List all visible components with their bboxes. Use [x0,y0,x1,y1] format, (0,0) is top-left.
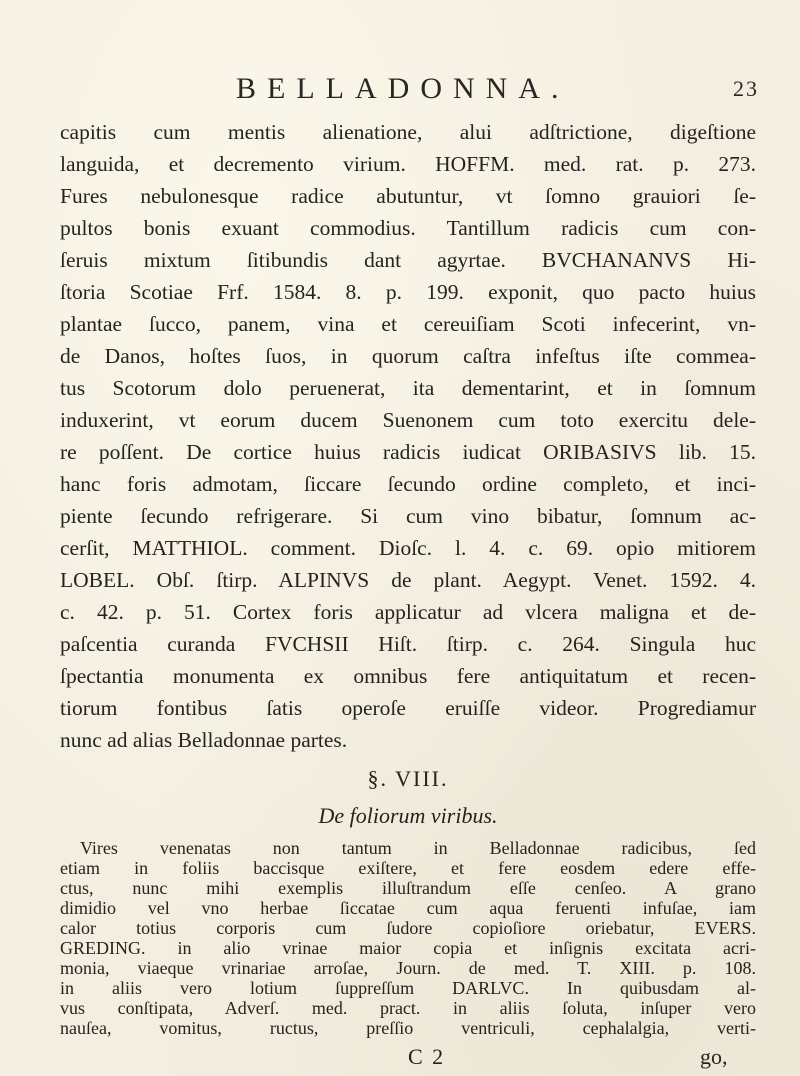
text-line: nauſea, vomitus, ructus, preſſio ventriculi, cephalalgia, verti- [60,1018,756,1038]
text-line: GREDING. in alio vrinae maior copia et inſignis excitata acri- [60,938,756,958]
text-line: ctus, nunc mihi exemplis illuſtrandum eſſe cenſeo. A grano [60,878,756,898]
running-title: BELLADONNA. [236,72,570,105]
text-line: dimidio vel vno herbae ſiccatae cum aqua feruenti infuſae, iam [60,898,756,918]
text-line: languida, et decremento virium. HOFFM. med. rat. p. 273. [60,152,756,176]
text-line: piente ſecundo refrigerare. Si cum vino bibatur, ſomnum ac- [60,504,756,528]
text-line: Fures nebulonesque radice abutuntur, vt ſomno grauiori ſe- [60,184,756,208]
text-line: nunc ad alias Belladonnae partes. [60,728,348,752]
text-line: in aliis vero lotium ſuppreſſum DARLVC. In quibusdam al- [60,978,756,998]
section-number: §. VIII. [367,766,449,791]
text-line: hanc foris admotam, ſiccare ſecundo ordine completo, et inci- [60,472,756,496]
text-line: tus Scotorum dolo peruenerat, ita dementarint, et in ſomnum [60,376,756,400]
text-line: paſcentia curanda FVCHSII Hiſt. ſtirp. c. 264. Singula huc [60,632,756,656]
text-line: Vires venenatas non tantum in Belladonnae radicibus, ſed [80,838,756,858]
section-title: De foliorum viribus. [318,803,498,828]
text-line: plantae ſucco, panem, vina et cereuiſiam Scoti infecerint, vn- [60,312,756,336]
catchword: go, [700,1044,728,1069]
text-line: ſtoria Scotiae Frf. 1584. 8. p. 199. exponit, quo pacto huius [60,280,756,304]
page-number: 23 [733,76,759,101]
signature-mark: C 2 [408,1044,446,1069]
text-line: ſeruis mixtum ſitibundis dant agyrtae. BVCHANANVS Hi- [60,248,756,272]
text-line: induxerint, vt eorum ducem Suenonem cum toto exercitu dele- [60,408,756,432]
text-line: cerſit, MATTHIOL. comment. Dioſc. l. 4. c. 69. opio mitiorem [60,536,756,560]
text-line: re poſſent. De cortice huius radicis iudicat ORIBASIVS lib. 15. [60,440,756,464]
text-line: LOBEL. Obſ. ſtirp. ALPINVS de plant. Aegypt. Venet. 1592. 4. [60,568,756,592]
text-line: de Danos, hoſtes ſuos, in quorum caſtra infeſtus iſte commea- [60,344,756,368]
text-line: etiam in foliis baccisque exiſtere, et fere eosdem edere effe- [60,858,756,878]
text-line: calor totius corporis cum ſudore copioſiore oriebatur, EVERS. [60,918,756,938]
text-line: capitis cum mentis alienatione, alui adſtrictione, digeſtione [60,120,756,144]
text-line: vus conſtipata, Adverſ. med. pract. in aliis ſoluta, inſuper vero [60,998,756,1018]
text-line: monia, viaeque vrinariae arroſae, Journ. de med. T. XIII. p. 108. [60,958,756,978]
text-line: c. 42. p. 51. Cortex foris applicatur ad vlcera maligna et de- [60,600,756,624]
text-line: ſpectantia monumenta ex omnibus fere antiquitatum et recen- [60,664,756,688]
text-line: pultos bonis exuant commodius. Tantillum radicis cum con- [60,216,756,240]
text-line: tiorum fontibus ſatis operoſe eruiſſe videor. Progrediamur [60,696,756,720]
